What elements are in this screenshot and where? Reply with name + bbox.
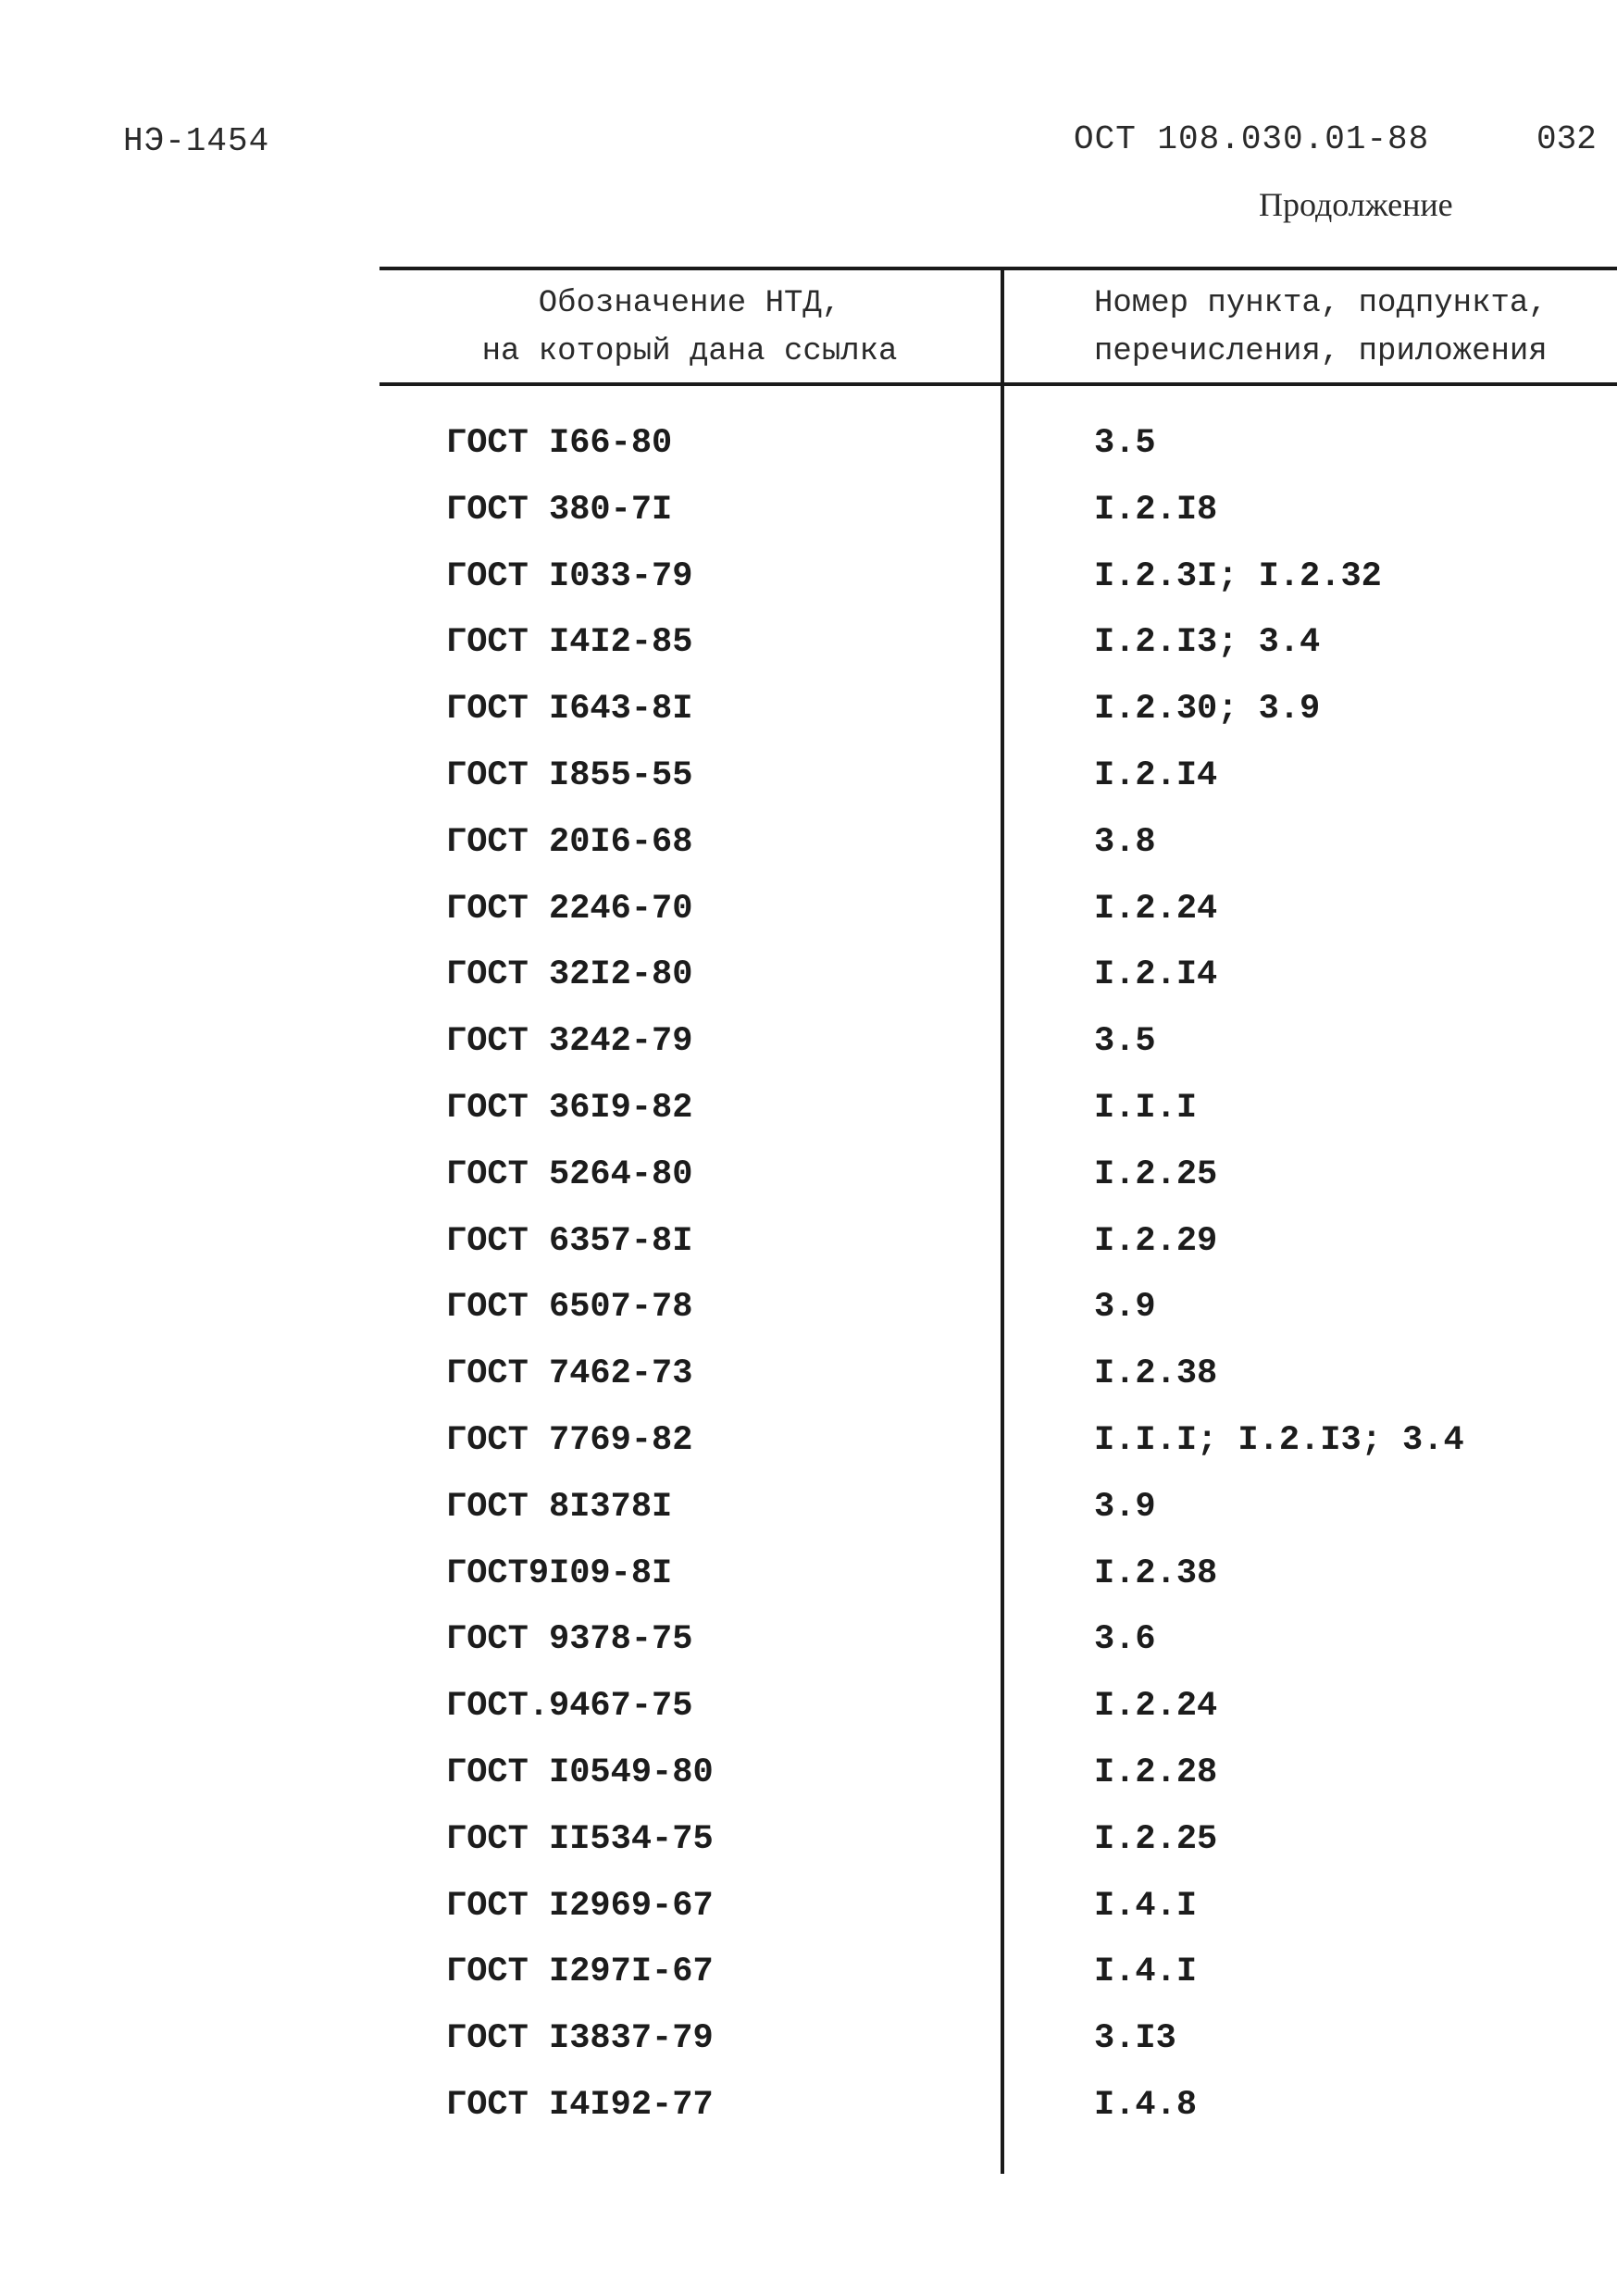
clause-reference: 3.5 bbox=[1094, 1022, 1156, 1062]
standard-designation: ГОСТ 8I378I bbox=[446, 1487, 673, 1527]
table-row bbox=[0, 1820, 1617, 1887]
table-row bbox=[0, 1155, 1617, 1222]
table-row bbox=[0, 890, 1617, 956]
column-header-reference-line1: Номер пункта, подпункта, bbox=[1094, 286, 1548, 321]
standard-designation: ГОСТ 3242-79 bbox=[446, 1022, 693, 1062]
column-header-standard bbox=[379, 280, 1000, 376]
column-header-reference bbox=[1094, 280, 1617, 376]
clause-reference: I.I.I; I.2.I3; 3.4 bbox=[1094, 1420, 1464, 1460]
clause-reference: I.4.I bbox=[1094, 1886, 1198, 1926]
clause-reference: 3.I3 bbox=[1094, 2019, 1176, 2059]
table-row bbox=[0, 1953, 1617, 2019]
standard-designation: ГОСТ I855-55 bbox=[446, 755, 693, 795]
standard-designation: ГОСТ 20I6-68 bbox=[446, 822, 693, 862]
standard-designation: ГОСТ 36I9-82 bbox=[446, 1088, 693, 1128]
standard-designation: ГОСТ I643-8I bbox=[446, 690, 693, 730]
column-header-standard-line2: на который дана ссылка bbox=[481, 334, 898, 369]
standard-designation: ГОСТ 2246-70 bbox=[446, 889, 693, 929]
clause-reference: I.2.30; 3.9 bbox=[1094, 690, 1321, 730]
table-row bbox=[0, 1887, 1617, 1953]
table-row bbox=[0, 491, 1617, 557]
table-body bbox=[0, 424, 1617, 2152]
clause-reference: 3.5 bbox=[1094, 424, 1156, 463]
standard-designation: ГОСТ I2969-67 bbox=[446, 1886, 714, 1926]
table-row bbox=[0, 1354, 1617, 1421]
clause-reference: I.2.3I; I.2.32 bbox=[1094, 556, 1382, 596]
standard-designation: ГОСТ 32I2-80 bbox=[446, 955, 693, 995]
table-row bbox=[0, 623, 1617, 690]
clause-reference: I.2.38 bbox=[1094, 1554, 1218, 1593]
clause-reference: I.I.I bbox=[1094, 1088, 1198, 1128]
document-code: ОСТ 108.030.01-88 bbox=[1074, 120, 1430, 158]
table-row bbox=[0, 1288, 1617, 1354]
clause-reference: I.2.I4 bbox=[1094, 755, 1218, 795]
continuation-label: Продолжение bbox=[1259, 186, 1453, 223]
table-row bbox=[0, 1753, 1617, 1820]
clause-reference: I.2.28 bbox=[1094, 1753, 1218, 1792]
standard-designation: ГОСТ I66-80 bbox=[446, 424, 673, 463]
clause-reference: I.2.I3; 3.4 bbox=[1094, 623, 1321, 663]
clause-reference: I.4.8 bbox=[1094, 2085, 1198, 2125]
table-row bbox=[0, 1421, 1617, 1488]
table-row bbox=[0, 1620, 1617, 1687]
page-number: 032 bbox=[1536, 120, 1597, 158]
clause-reference: 3.8 bbox=[1094, 822, 1156, 862]
table-row bbox=[0, 1022, 1617, 1089]
clause-reference: I.2.I8 bbox=[1094, 490, 1218, 530]
table-row bbox=[0, 424, 1617, 491]
clause-reference: 3.9 bbox=[1094, 1288, 1156, 1328]
table-row bbox=[0, 1554, 1617, 1621]
clause-reference: I.2.25 bbox=[1094, 1154, 1218, 1194]
table-row bbox=[0, 1488, 1617, 1554]
table-row bbox=[0, 690, 1617, 756]
standard-designation: ГОСТ 6507-78 bbox=[446, 1288, 693, 1328]
standard-designation: ГОСТ I4I2-85 bbox=[446, 623, 693, 663]
standard-designation: ГОСТ.9467-75 bbox=[446, 1687, 693, 1727]
column-header-reference-line2: перечисления, приложения bbox=[1094, 334, 1548, 369]
standard-designation: ГОСТ 7769-82 bbox=[446, 1420, 693, 1460]
standard-designation: ГОСТ 6357-8I bbox=[446, 1221, 693, 1261]
table-header-rule bbox=[379, 382, 1617, 386]
page-id: НЭ-1454 bbox=[123, 122, 270, 160]
clause-reference: I.2.38 bbox=[1094, 1354, 1218, 1394]
table-row bbox=[0, 1089, 1617, 1155]
column-header-standard-line1: Обозначение НТД, bbox=[538, 286, 841, 321]
clause-reference: I.2.I4 bbox=[1094, 955, 1218, 995]
clause-reference: I.2.24 bbox=[1094, 889, 1218, 929]
standard-designation: ГОСТ I033-79 bbox=[446, 556, 693, 596]
standard-designation: ГОСТ I3837-79 bbox=[446, 2019, 714, 2059]
table-row bbox=[0, 756, 1617, 823]
clause-reference: I.2.24 bbox=[1094, 1687, 1218, 1727]
standard-designation: ГОСТ 9378-75 bbox=[446, 1620, 693, 1660]
table-row bbox=[0, 1222, 1617, 1289]
table-row bbox=[0, 2019, 1617, 2086]
table-top-rule bbox=[379, 267, 1617, 270]
standard-designation: ГОСТ 5264-80 bbox=[446, 1154, 693, 1194]
table-row bbox=[0, 2086, 1617, 2152]
clause-reference: I.2.25 bbox=[1094, 1819, 1218, 1859]
standard-designation: ГОСТ I297I-67 bbox=[446, 1953, 714, 1992]
clause-reference: I.2.29 bbox=[1094, 1221, 1218, 1261]
clause-reference: 3.6 bbox=[1094, 1620, 1156, 1660]
standard-designation: ГОСТ I4I92-77 bbox=[446, 2085, 714, 2125]
clause-reference: 3.9 bbox=[1094, 1487, 1156, 1527]
table-row bbox=[0, 1687, 1617, 1753]
standard-designation: ГОСТ 7462-73 bbox=[446, 1354, 693, 1394]
standard-designation: ГОСТ II534-75 bbox=[446, 1819, 714, 1859]
table-row bbox=[0, 823, 1617, 890]
table-row bbox=[0, 557, 1617, 624]
clause-reference: I.4.I bbox=[1094, 1953, 1198, 1992]
standard-designation: ГОСТ I0549-80 bbox=[446, 1753, 714, 1792]
standard-designation: ГОСТ 380-7I bbox=[446, 490, 673, 530]
table-row bbox=[0, 955, 1617, 1022]
standard-designation: ГОСТ9I09-8I bbox=[446, 1554, 673, 1593]
